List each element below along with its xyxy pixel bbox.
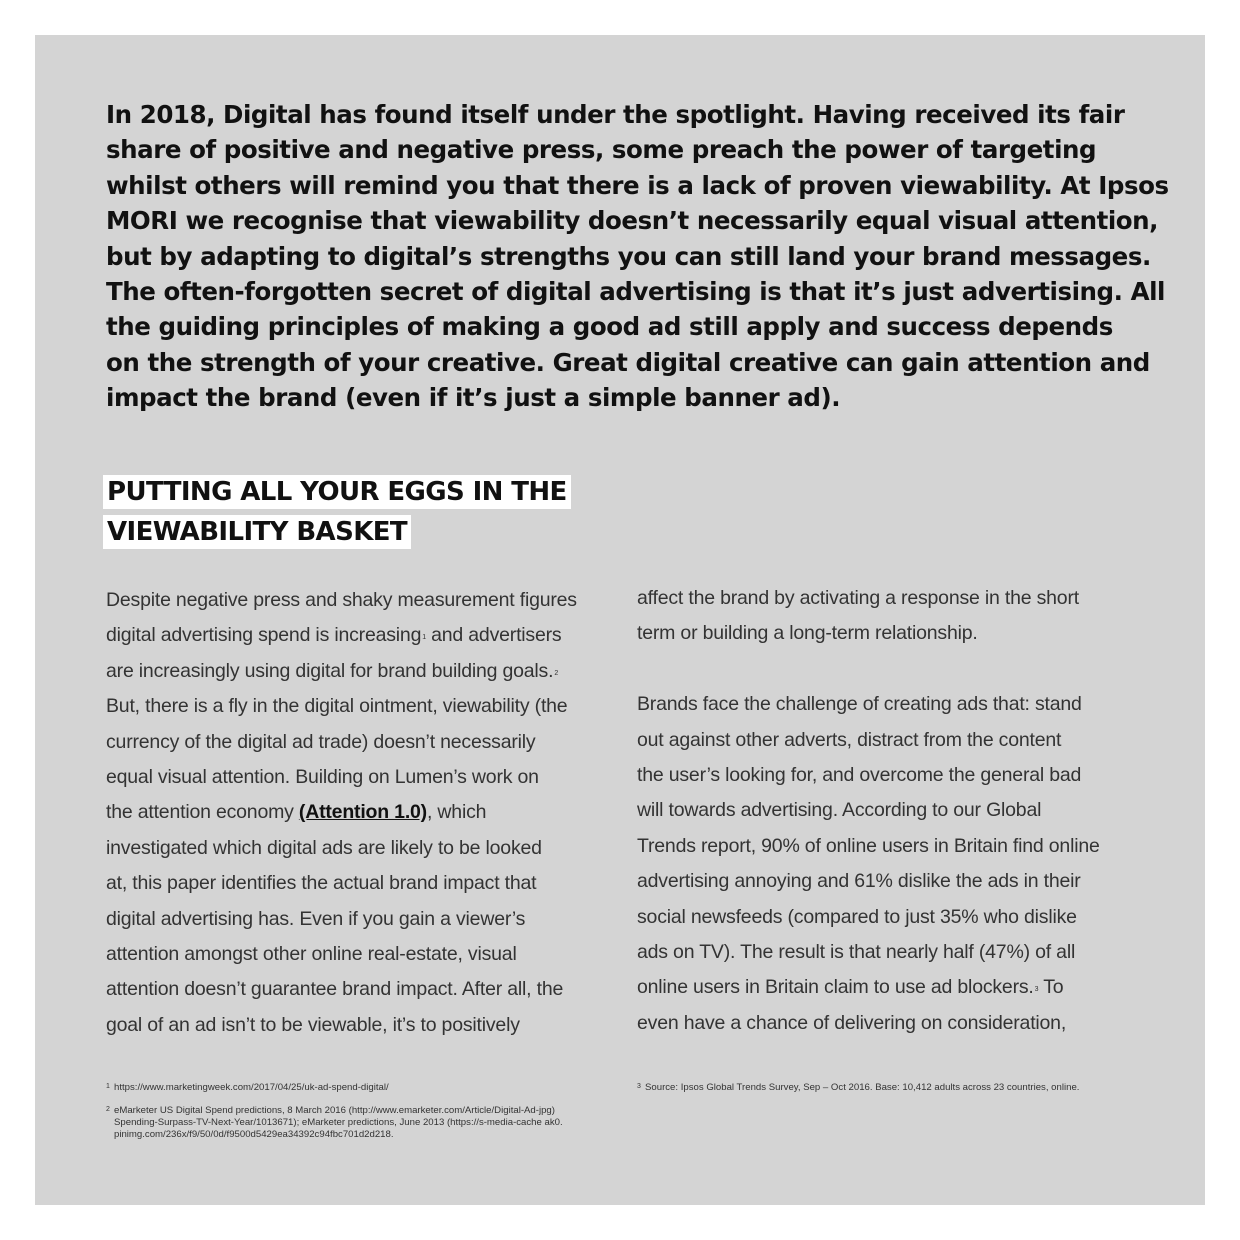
- body-line: advertising annoying and 61% dislike the ads in their: [637, 870, 1081, 893]
- body-line: even have a chance of delivering on consideration,: [637, 1011, 1067, 1034]
- body-line: goal of an ad isn’t to be viewable, it’s to positively: [106, 1013, 520, 1036]
- intro-line: the guiding principles of making a good ad still apply and success depends: [106, 312, 1113, 342]
- body-line: [637, 970, 1157, 1005]
- body-line: investigated which digital ads are likely to be looked: [106, 836, 542, 859]
- intro-line: but by adapting to digital’s strengths you can still land your brand messages.: [106, 241, 1151, 271]
- intro-paragraph: [106, 97, 1169, 416]
- body-line: attention doesn’t guarantee brand impact. After all, the: [106, 978, 564, 1001]
- intro-line: share of positive and negative press, some preach the power of targeting: [106, 135, 1097, 165]
- footnote-number: 2: [106, 1106, 110, 1113]
- body-line: Brands face the challenge of creating ads that: stand: [637, 693, 1082, 716]
- attention-link[interactable]: (Attention 1.0): [298, 801, 427, 824]
- body-line: [106, 654, 626, 689]
- intro-line: MORI we recognise that viewability doesn’t necessarily equal visual attention,: [106, 206, 1159, 236]
- intro-line: impact the brand (even if it’s just a simple banner ad).: [106, 383, 841, 413]
- body-text: digital advertising spend is increasing: [106, 624, 422, 647]
- body-line: But, there is a fly in the digital ointment, viewability (the: [106, 695, 568, 718]
- body-line: digital advertising has. Even if you gain a viewer’s: [106, 907, 526, 930]
- section-heading-line: PUTTING ALL YOUR EGGS IN THE: [103, 475, 571, 509]
- footnote-line: pinimg.com/236x/f9/50/0d/f9500d5429ea34392c94fbc701d2d218.: [114, 1128, 394, 1140]
- body-line: social newsfeeds (compared to just 35% who dislike: [637, 905, 1077, 928]
- body-line: currency of the digital ad trade) doesn’t necessarily: [106, 730, 536, 753]
- body-line: equal visual attention. Building on Lumen’s work on: [106, 765, 539, 788]
- body-column-right: [637, 581, 1157, 1041]
- section-heading: [103, 473, 571, 553]
- intro-line: In 2018, Digital has found itself under the spotlight. Having received its fair: [106, 100, 1125, 129]
- footnote-line: Spending-Surpass-TV-Next-Year/1013671); eMarketer predictions, June 2013 (https://s-media-cache ak0.: [114, 1116, 563, 1128]
- body-line: the user’s looking for, and overcome the general bad: [637, 763, 1082, 786]
- body-column-left: [106, 583, 626, 1043]
- footnote-line: eMarketer US Digital Spend predictions, 8 March 2016 (http://www.emarketer.com/Article/Digital-Ad-jpg): [114, 1105, 555, 1116]
- body-line: ads on TV). The result is that nearly half (47%) of all: [637, 940, 1076, 963]
- body-text: To: [1038, 976, 1064, 999]
- footnote-number: 3: [637, 1083, 641, 1090]
- section-heading-line: VIEWABILITY BASKET: [103, 515, 411, 549]
- body-text: the attention economy: [106, 801, 299, 824]
- footnote-text: https://www.marketingweek.com/2017/04/25/uk-ad-spend-digital/: [114, 1082, 389, 1093]
- body-line: will towards advertising. According to our Global: [637, 799, 1042, 822]
- footnote-3: [637, 1082, 1079, 1094]
- footnote-1: [106, 1082, 389, 1094]
- footnote-text: [114, 1105, 563, 1140]
- body-text: online users in Britain claim to use ad blockers.: [637, 976, 1034, 999]
- footnote-2: [106, 1105, 563, 1140]
- footnote-ref-2[interactable]: 2: [554, 669, 559, 677]
- body-text: , which: [426, 801, 487, 824]
- body-text: and advertisers: [425, 624, 562, 647]
- body-line: affect the brand by activating a response in the short: [637, 587, 1079, 609]
- page: [35, 35, 1205, 1205]
- footnote-ref-1[interactable]: 1: [422, 634, 426, 642]
- footnote-text: Source: Ipsos Global Trends Survey, Sep – Oct 2016. Base: 10,412 adults across 23 countries, online.: [645, 1082, 1080, 1093]
- body-line: [106, 795, 626, 830]
- body-line: [106, 618, 626, 653]
- body-line: out against other adverts, distract from the content: [637, 728, 1062, 751]
- intro-line: The often-forgotten secret of digital advertising is that it’s just advertising. All: [106, 277, 1165, 307]
- body-line: Despite negative press and shaky measurement figures: [106, 589, 577, 611]
- body-line: attention amongst other online real-estate, visual: [106, 942, 517, 965]
- body-line: Trends report, 90% of online users in Britain find online: [637, 834, 1100, 857]
- footnote-ref-3[interactable]: 3: [1034, 986, 1039, 994]
- body-text: are increasingly using digital for brand building goals.: [106, 659, 554, 682]
- body-line: term or building a long-term relationship.: [637, 622, 978, 645]
- intro-line: whilst others will remind you that there is a lack of proven viewability. At Ipsos: [106, 170, 1169, 200]
- paragraph-gap: [637, 652, 1157, 687]
- intro-line: on the strength of your creative. Great digital creative can gain attention and: [106, 347, 1150, 377]
- footnote-number: 1: [106, 1083, 110, 1090]
- body-line: at, this paper identifies the actual brand impact that: [106, 872, 537, 895]
